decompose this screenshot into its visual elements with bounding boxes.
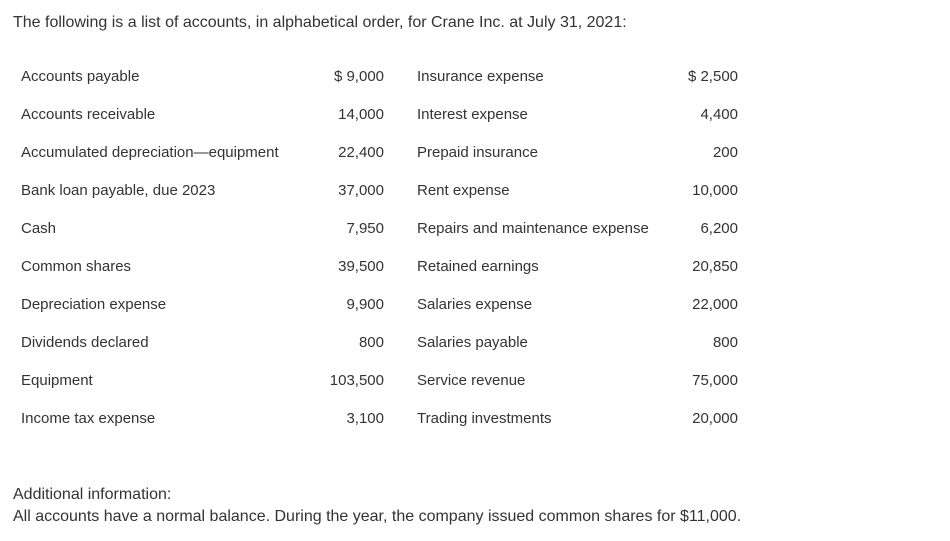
account-amount: $ 2,500 <box>687 68 738 85</box>
account-amount: $ 9,000 <box>333 68 384 85</box>
additional-heading: Additional information: <box>13 486 172 503</box>
account-amount: 39,500 <box>338 258 384 275</box>
account-amount: 20,850 <box>692 258 738 275</box>
account-amount: 22,400 <box>338 144 384 161</box>
account-name: Salaries payable <box>417 334 528 351</box>
account-amount: 800 <box>712 334 738 351</box>
account-name: Equipment <box>21 372 93 389</box>
account-amount: 9,900 <box>346 296 384 313</box>
account-row <box>0 172 950 210</box>
account-row <box>0 210 950 248</box>
accounts-table <box>0 58 950 438</box>
account-name: Interest expense <box>417 106 528 123</box>
account-amount: 800 <box>358 334 384 351</box>
account-name: Accounts receivable <box>21 106 156 123</box>
account-name: Salaries expense <box>417 296 533 313</box>
account-name: Service revenue <box>417 372 526 389</box>
account-name: Income tax expense <box>21 410 156 427</box>
account-amount: 14,000 <box>338 106 384 123</box>
account-amount: 3,100 <box>346 410 384 427</box>
account-name: Insurance expense <box>417 68 544 85</box>
account-name: Rent expense <box>417 182 510 199</box>
account-amount: 200 <box>712 144 738 161</box>
account-name: Accumulated depreciation—equipment <box>21 144 279 161</box>
account-row <box>0 324 950 362</box>
account-amount: 20,000 <box>692 410 738 427</box>
intro-text: The following is a list of accounts, in alphabetical order, for Crane Inc. at July 31, 2021: <box>13 14 627 31</box>
account-row <box>0 58 950 96</box>
account-name: Cash <box>21 220 57 237</box>
account-amount: 4,400 <box>700 106 738 123</box>
account-row <box>0 96 950 134</box>
account-name: Retained earnings <box>417 258 539 275</box>
account-name: Trading investments <box>417 410 552 427</box>
account-name: Depreciation expense <box>21 296 167 313</box>
additional-information <box>13 484 741 528</box>
account-amount: 75,000 <box>692 372 738 389</box>
account-name: Dividends declared <box>21 334 149 351</box>
account-row <box>0 134 950 172</box>
account-amount: 103,500 <box>329 372 384 389</box>
account-amount: 7,950 <box>346 220 384 237</box>
account-name: Common shares <box>21 258 132 275</box>
account-amount: 22,000 <box>692 296 738 313</box>
account-name: Accounts payable <box>21 68 140 85</box>
account-amount: 6,200 <box>700 220 738 237</box>
additional-text: All accounts have a normal balance. During the year, the company issued common shares for $11,000. <box>13 508 742 525</box>
account-row <box>0 248 950 286</box>
account-name: Repairs and maintenance expense <box>417 220 649 237</box>
account-row <box>0 286 950 324</box>
account-row <box>0 362 950 400</box>
account-row <box>0 400 950 438</box>
account-name: Bank loan payable, due 2023 <box>21 182 216 199</box>
account-amount: 37,000 <box>338 182 384 199</box>
account-name: Prepaid insurance <box>417 144 538 161</box>
account-amount: 10,000 <box>692 182 738 199</box>
